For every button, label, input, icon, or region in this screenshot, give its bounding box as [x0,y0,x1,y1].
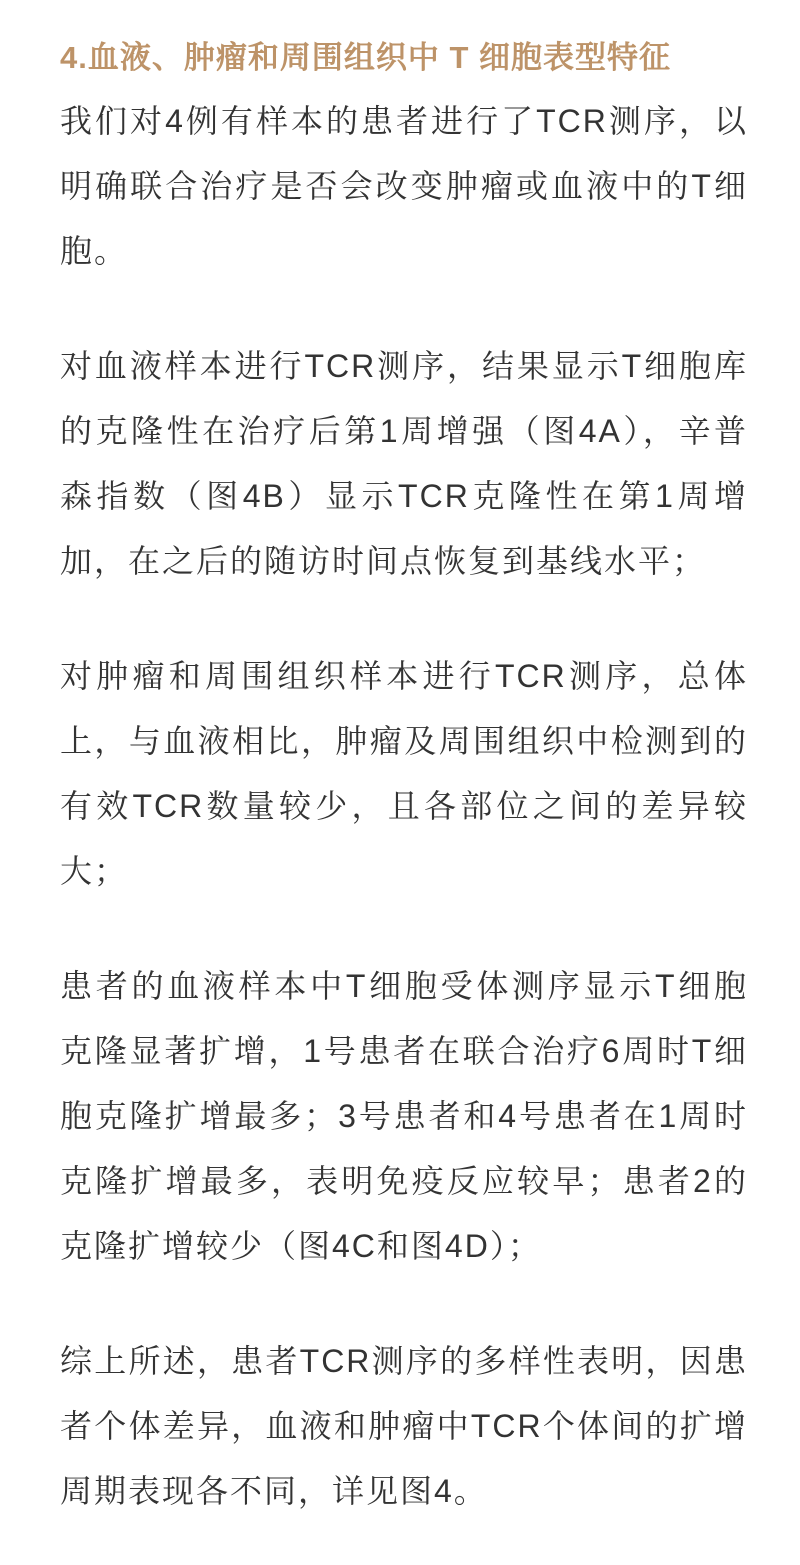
paragraph-clone-expansion: 患者的血液样本中T细胞受体测序显示T细胞克隆显著扩增，1号患者在联合治疗6周时T细胞克隆扩增最多；3号患者和4号患者在1周时克隆扩增最多，表明免疫反应较早；患者2的克隆扩增较少（图4C和图4D）； [60,968,748,1264]
paragraph-intro: 我们对4例有样本的患者进行了TCR测序，以明确联合治疗是否会改变肿瘤或血液中的T细胞。 [60,103,748,269]
paragraph-summary: 综上所述，患者TCR测序的多样性表明，因患者个体差异，血液和肿瘤中TCR个体间的扩增周期表现各不同，详见图4。 [60,1343,748,1509]
paragraph-blood-tcr: 对血液样本进行TCR测序，结果显示T细胞库的克隆性在治疗后第1周增强（图4A），辛普森指数（图4B）显示TCR克隆性在第1周增加，在之后的随访时间点恢复到基线水平； [60,348,748,579]
paragraph-tumor-tissue-tcr: 对肿瘤和周围组织样本进行TCR测序，总体上，与血液相比，肿瘤及周围组织中检测到的有效TCR数量较少，且各部位之间的差异较大； [60,658,748,889]
section-heading: 4.血液、肿瘤和周围组织中 T 细胞表型特征 [60,40,672,75]
